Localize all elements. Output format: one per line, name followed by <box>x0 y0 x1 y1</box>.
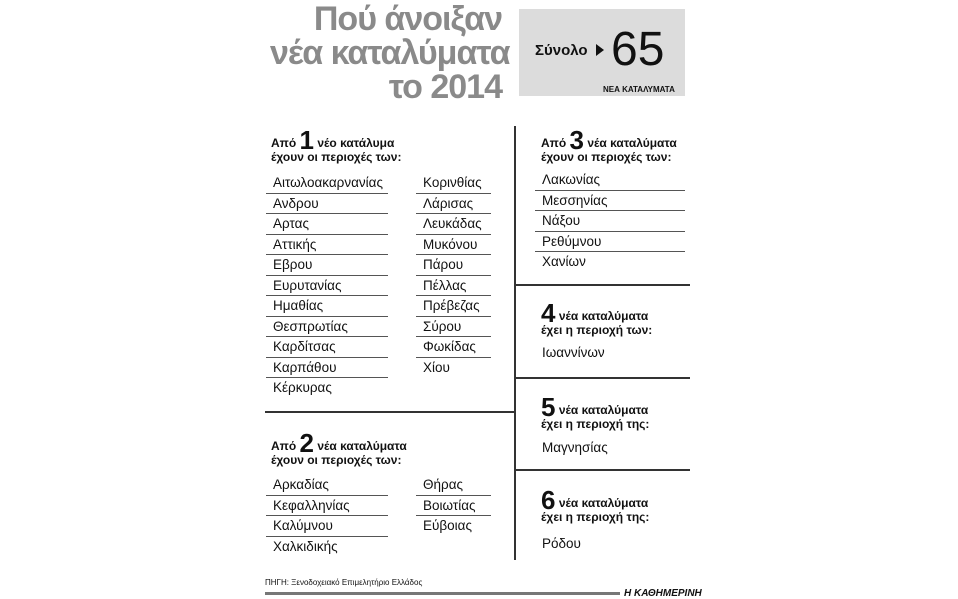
list-item: Καλύμνου <box>266 516 388 537</box>
group4-line2: έχει η περιοχή των: <box>541 323 653 337</box>
list-item: Λακωνίας <box>535 170 685 191</box>
group1-number: 1 <box>299 125 314 155</box>
list-item: Χανίων <box>542 254 586 269</box>
group6-item: Ρόδου <box>542 536 581 551</box>
group3-header <box>541 125 677 164</box>
total-value: 65 <box>611 23 665 76</box>
group3-suffix: νέα καταλύματα <box>587 136 677 150</box>
center-divider <box>514 126 516 560</box>
list-item: Καρπάθου <box>266 358 388 379</box>
right-divider-3 <box>516 469 690 471</box>
list-item: Κέρκυρας <box>273 380 332 395</box>
group6-header <box>541 485 650 524</box>
group5-header <box>541 392 650 431</box>
left-section-divider <box>265 411 514 413</box>
list-item: Λάρισας <box>416 194 491 215</box>
list-item: Μεσσηνίας <box>535 191 685 212</box>
group1-prefix: Από <box>271 136 297 150</box>
group1-line2: έχουν οι περιοχές των: <box>271 150 402 164</box>
total-label: Σύνολο <box>535 42 588 59</box>
group1-col2-list <box>416 173 491 378</box>
source-note: ΠΗΓΗ: Ξενοδοχειακό Επιμελητήριο Ελλάδος <box>265 578 423 587</box>
list-item: Ανδρου <box>266 194 388 215</box>
list-item: Νάξου <box>535 211 685 232</box>
footer-rule <box>265 592 620 595</box>
list-item: Χίου <box>423 359 450 375</box>
list-item: Καρδίτσας <box>266 337 388 358</box>
group2-number: 2 <box>299 428 314 458</box>
list-item: Πέλλας <box>416 276 491 297</box>
list-item: Θεσπρωτίας <box>266 317 388 338</box>
group3-list <box>535 170 685 273</box>
total-subtitle: ΝΕΑ ΚΑΤΑΛΥΜΑΤΑ <box>603 85 675 94</box>
group6-number: 6 <box>541 485 556 515</box>
list-item: Σύρου <box>416 317 491 338</box>
group4-suffix: νέα καταλύματα <box>558 309 649 323</box>
list-item: Ευρυτανίας <box>266 276 388 297</box>
right-divider-1 <box>516 284 690 286</box>
arrow-right-icon <box>596 44 604 56</box>
group3-line2: έχουν οι περιοχές των: <box>541 150 672 164</box>
page-title <box>270 0 510 106</box>
group4-item: Ιωαννίνων <box>542 345 605 360</box>
list-item: Αιτωλοακαρνανίας <box>266 173 388 194</box>
title-line-3: το 2014 <box>388 68 502 106</box>
group2-header <box>271 428 407 467</box>
list-item: Ημαθίας <box>266 296 388 317</box>
list-item: Θήρας <box>416 475 491 496</box>
list-item: Φωκίδας <box>416 337 491 358</box>
group2-col1-list <box>266 475 388 557</box>
list-item: Βοιωτίας <box>416 496 491 517</box>
list-item: Πρέβεζας <box>416 296 491 317</box>
group4-header <box>541 298 653 337</box>
list-item: Αττικής <box>266 235 388 256</box>
group3-prefix: Από <box>541 136 567 150</box>
group1-header <box>271 125 402 164</box>
list-item: Πάρου <box>416 255 491 276</box>
group1-suffix: νέο κατάλυμα <box>317 136 395 150</box>
group2-col2-list <box>416 475 491 537</box>
title-line-2: νέα καταλύματα <box>270 34 510 72</box>
list-item: Εύβοιας <box>423 518 472 533</box>
list-item: Μυκόνου <box>416 235 491 256</box>
group3-number: 3 <box>569 125 584 155</box>
list-item: Εβρου <box>266 255 388 276</box>
group5-line2: έχει η περιοχή της: <box>541 417 650 431</box>
group5-item: Μαγνησίας <box>542 440 608 455</box>
total-box <box>519 9 685 96</box>
group4-number: 4 <box>541 298 556 328</box>
list-item: Αρτας <box>266 214 388 235</box>
group5-number: 5 <box>541 392 556 422</box>
list-item: Κεφαλληνίας <box>266 496 388 517</box>
list-item: Αρκαδίας <box>266 475 388 496</box>
list-item: Ρεθύμνου <box>535 232 685 253</box>
group2-line2: έχουν οι περιοχές των: <box>271 453 402 467</box>
group5-suffix: νέα καταλύματα <box>558 403 649 417</box>
group1-col1-list <box>266 173 388 399</box>
group2-suffix: νέα καταλύματα <box>317 439 407 453</box>
group6-suffix: νέα καταλύματα <box>558 496 649 510</box>
list-item: Χαλκιδικής <box>273 538 338 554</box>
group2-prefix: Από <box>271 439 297 453</box>
right-divider-2 <box>516 377 690 379</box>
list-item: Λευκάδας <box>416 214 491 235</box>
brand-logo: Η ΚΑΘΗΜΕΡΙΝΗ <box>624 588 702 599</box>
list-item: Κορινθίας <box>416 173 491 194</box>
title-line-1: Πού άνοιξαν <box>313 0 502 38</box>
group6-line2: έχει η περιοχή της: <box>541 510 650 524</box>
